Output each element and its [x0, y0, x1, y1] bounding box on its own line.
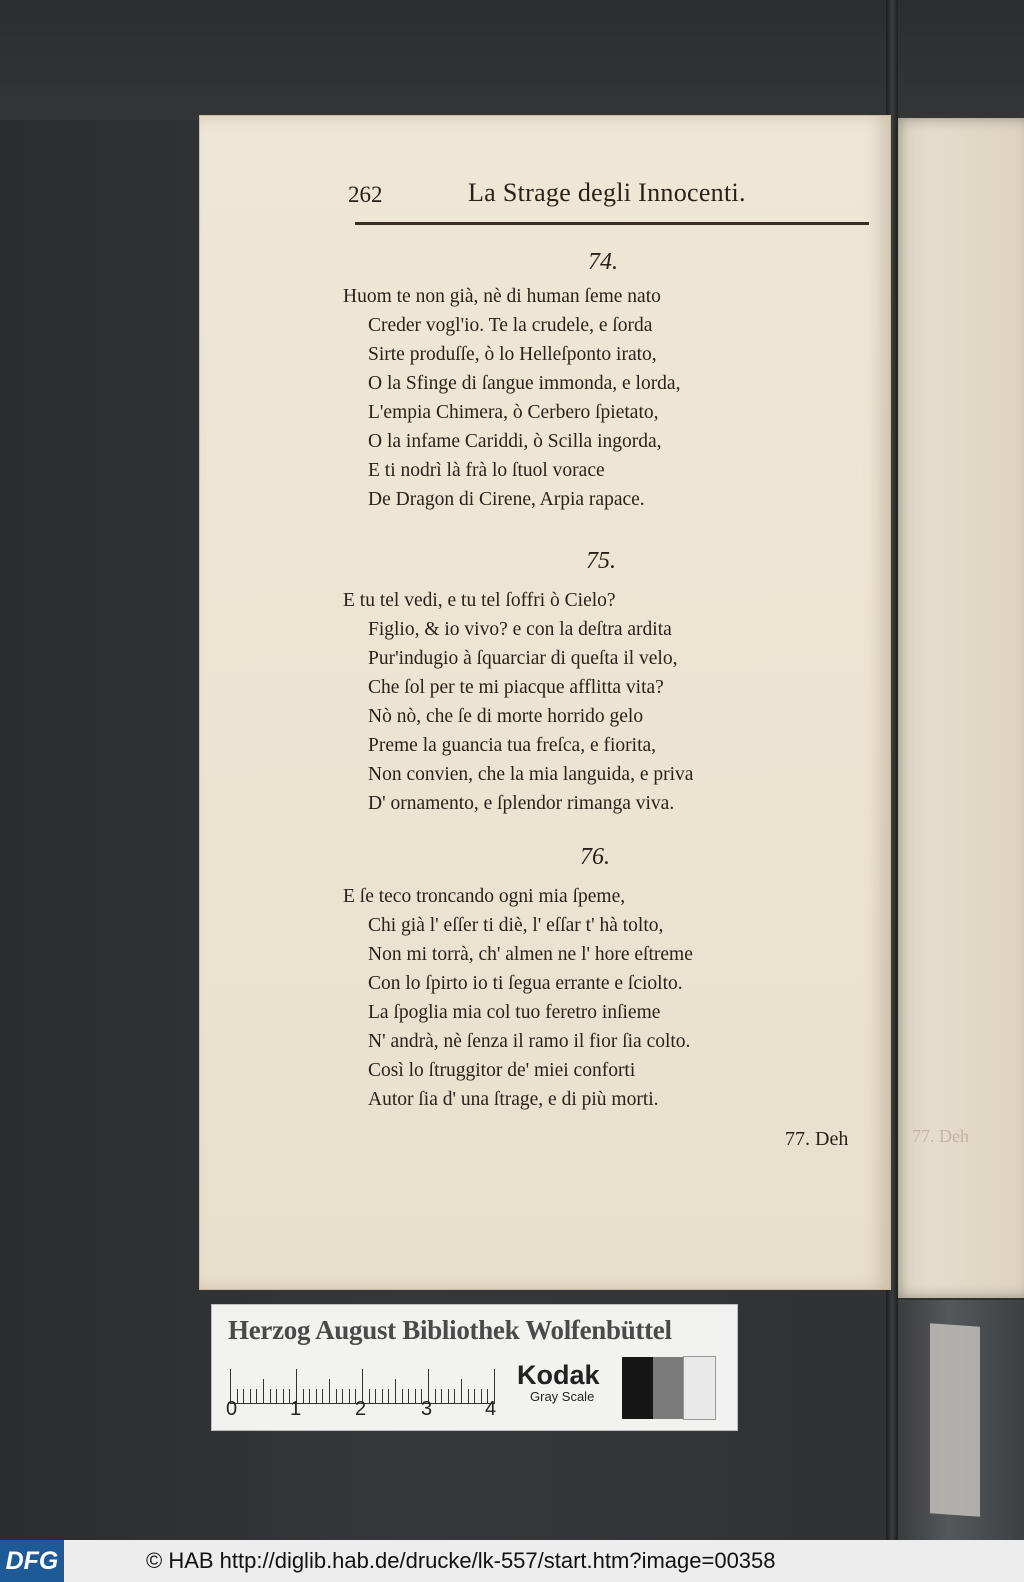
page-number: 262	[348, 182, 383, 207]
ruler-tick	[415, 1389, 416, 1403]
gray-swatch-dark	[622, 1357, 653, 1419]
verse-line: La ſpoglia mia col tuo feretro inſieme	[368, 1002, 661, 1023]
ruler-tick	[382, 1389, 383, 1403]
running-title: La Strage degli Innocenti.	[468, 178, 746, 207]
verse-line: Creder vogl'io. Te la crudele, e ſorda	[368, 315, 653, 336]
ruler-tick	[461, 1379, 462, 1403]
ruler-tick	[349, 1389, 350, 1403]
ruler-tick	[303, 1389, 304, 1403]
ruler-number: 0	[226, 1398, 238, 1420]
ruler-tick	[481, 1389, 482, 1403]
ruler-tick	[309, 1389, 310, 1403]
ruler-tick	[243, 1389, 244, 1403]
ruler-tick	[250, 1389, 251, 1403]
verse-line: Sirte produſſe, ò lo Helleſponto irato,	[368, 344, 657, 365]
ruler-tick	[369, 1389, 370, 1403]
ruler-number: 2	[355, 1398, 367, 1420]
stanza-number: 75.	[586, 548, 616, 574]
book-page	[200, 116, 890, 1289]
ruler-tick	[336, 1389, 337, 1403]
verse-line: L'empia Chimera, ò Cerbero ſpietato,	[368, 402, 659, 423]
stanza	[343, 882, 803, 1114]
verse-line: Preme la guancia tua freſca, e fiorita,	[368, 735, 657, 756]
page-header	[345, 178, 870, 218]
ruler-tick	[435, 1389, 436, 1403]
facing-page	[890, 118, 1024, 1298]
ruler-number: 1	[290, 1398, 302, 1420]
ruler-tick	[283, 1389, 284, 1403]
ruler-tick	[402, 1389, 403, 1403]
ruler-tick	[441, 1389, 442, 1403]
verse-line: D' ornamento, e ſplendor rimanga viva.	[368, 793, 675, 814]
ruler-tick	[454, 1389, 455, 1403]
ruler-tick	[448, 1389, 449, 1403]
ruler-tick	[263, 1379, 264, 1403]
stanza-number: 76.	[580, 844, 610, 870]
ruler-tick	[322, 1389, 323, 1403]
verse-line: Chi già l' eſſer ti diè, l' eſſar t' hà tolto,	[368, 915, 664, 936]
ruler-tick	[468, 1389, 469, 1403]
ruler-tick	[408, 1389, 409, 1403]
ruler-number: 4	[485, 1398, 497, 1420]
footer-bar	[0, 1540, 1024, 1582]
facing-page-catchword: 77. Deh	[912, 1126, 969, 1146]
verse-line: Autor ſia d' una ſtrage, e di più morti.	[368, 1089, 659, 1110]
ruler-tick	[375, 1389, 376, 1403]
verse-line: Che ſol per te mi piacque afflitta vita?	[368, 677, 664, 698]
verse-line: E ſe teco troncando ogni mia ſpeme,	[343, 886, 626, 907]
verse-line: O la Sfinge di ſangue immonda, e lorda,	[368, 373, 681, 394]
verse-line: Non mi torrà, ch' almen ne l' hore eſtreme	[368, 944, 693, 965]
verse-line: De Dragon di Cirene, Arpia rapace.	[368, 489, 645, 510]
verse-line: E tu tel vedi, e tu tel ſoffri ò Cielo?	[343, 590, 616, 611]
ruler-tick	[474, 1389, 475, 1403]
verse-line: O la infame Cariddi, ò Scilla ingorda,	[368, 431, 662, 452]
verse-line: Pur'indugio à ſquarciar di queſta il velo,	[368, 648, 678, 669]
stanza	[343, 586, 803, 818]
spine-card	[930, 1323, 980, 1516]
ruler-tick	[395, 1379, 396, 1403]
gray-swatch-mid	[653, 1357, 684, 1419]
verse-line: Con lo ſpirto io ti ſegua errante e ſciolto.	[368, 973, 683, 994]
stanza-number: 74.	[588, 249, 618, 275]
target-title: Herzog August Bibliothek Wolfenbüttel	[228, 1315, 672, 1345]
verse-line: Nò nò, che ſe di morte horrido gelo	[368, 706, 644, 727]
ruler-number: 3	[421, 1398, 433, 1420]
scan-top-band	[0, 0, 1024, 120]
catchword: 77. Deh	[785, 1128, 849, 1150]
header-rule	[355, 222, 869, 225]
ruler-tick	[316, 1389, 317, 1403]
ruler-tick	[329, 1379, 330, 1403]
stanza	[343, 282, 803, 514]
ruler-tick	[388, 1389, 389, 1403]
brand-name: Kodak	[517, 1360, 600, 1390]
verse-line: Huom te non già, nè di human ſeme nato	[343, 286, 661, 307]
verse-line: Non convien, che la mia languida, e priva	[368, 764, 694, 785]
verse-line: E ti nodrì là frà lo ſtuol vorace	[368, 460, 605, 481]
verse-line: N' andrà, nè ſenza il ramo il fior ſia colto.	[368, 1031, 691, 1052]
verse-line: Figlio, & io vivo? e con la deſtra ardita	[368, 619, 672, 640]
ruler-tick	[270, 1389, 271, 1403]
copyright-url[interactable]: © HAB http://diglib.hab.de/drucke/lk-557/start.htm?image=00358	[146, 1548, 776, 1573]
gray-swatch-light	[684, 1357, 715, 1419]
ruler-tick	[342, 1389, 343, 1403]
brand-subtitle: Gray Scale	[530, 1389, 595, 1404]
ruler-tick	[276, 1389, 277, 1403]
verse-line: Così lo ſtruggitor de' miei conforti	[368, 1060, 636, 1081]
ruler-tick	[256, 1389, 257, 1403]
dfg-logo: DFG	[0, 1540, 64, 1582]
